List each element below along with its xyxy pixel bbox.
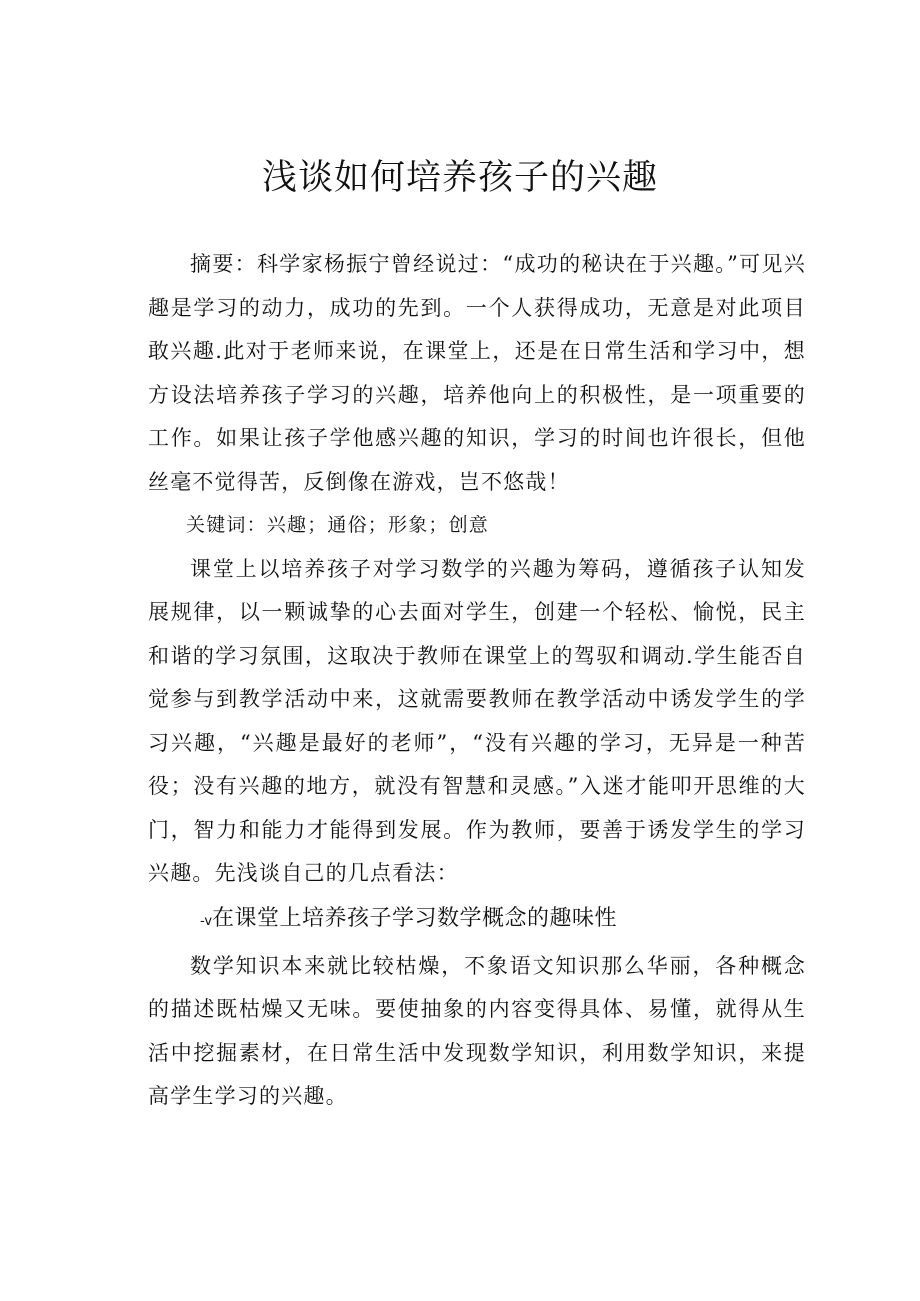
section-marker: -v bbox=[200, 913, 213, 929]
abstract-paragraph: 摘要：科学家杨振宁曾经说过：“成功的秘诀在于兴趣。”可见兴趣是学习的动力，成功的先到。一个人获得成功，无意是对此项目敢兴趣.此对于老师来说，在课堂上，还是在日常生活和学习中，想方设法培养孩子学习的兴趣，培养他向上的积极性，是一项重要的工作。如果让孩子学他感兴趣的知识，学习的时间也许很长，但他丝毫不觉得苦，反倒像在游戏，岂不悠哉！ bbox=[148, 252, 806, 494]
intro-paragraph: 课堂上以培养孩子对学习数学的兴趣为筹码，遵循孩子认知发展规律，以一颗诚挚的心去面对学生，创建一个轻松、愉悦，民主和谐的学习氛围，这取决于教师在课堂上的驾驭和调动.学生能否自觉参与到教学活动中来，这就需要教师在教学活动中诱发学生的学习兴趣，“兴趣是最好的老师”，“没有兴趣的学习，无异是一种苦役；没有兴趣的地方，就没有智慧和灵感。”入迷才能叩开思维的大门，智力和能力才能得到发展。作为教师，要善于诱发学生的学习兴趣。先浅谈自己的几点看法： bbox=[148, 556, 806, 885]
document-body bbox=[148, 243, 806, 1119]
document-title: 浅谈如何培养孩子的兴趣 bbox=[261, 158, 658, 198]
section-heading-text: 在课堂上培养孩子学习数学概念的趣味性 bbox=[212, 905, 618, 931]
section-1-paragraph: 数学知识本来就比较枯燥，不象语文知识那么华丽，各种概念的描述既枯燥又无味。要使抽象的内容变得具体、易懂，就得从生活中挖掘素材，在日常生活中发现数学知识，利用数学知识，来提高学生学习的兴趣。 bbox=[148, 953, 806, 1108]
section-heading-1 bbox=[148, 896, 806, 945]
keywords-line: 关键词：兴趣；通俗；形象；创意 bbox=[186, 514, 490, 536]
